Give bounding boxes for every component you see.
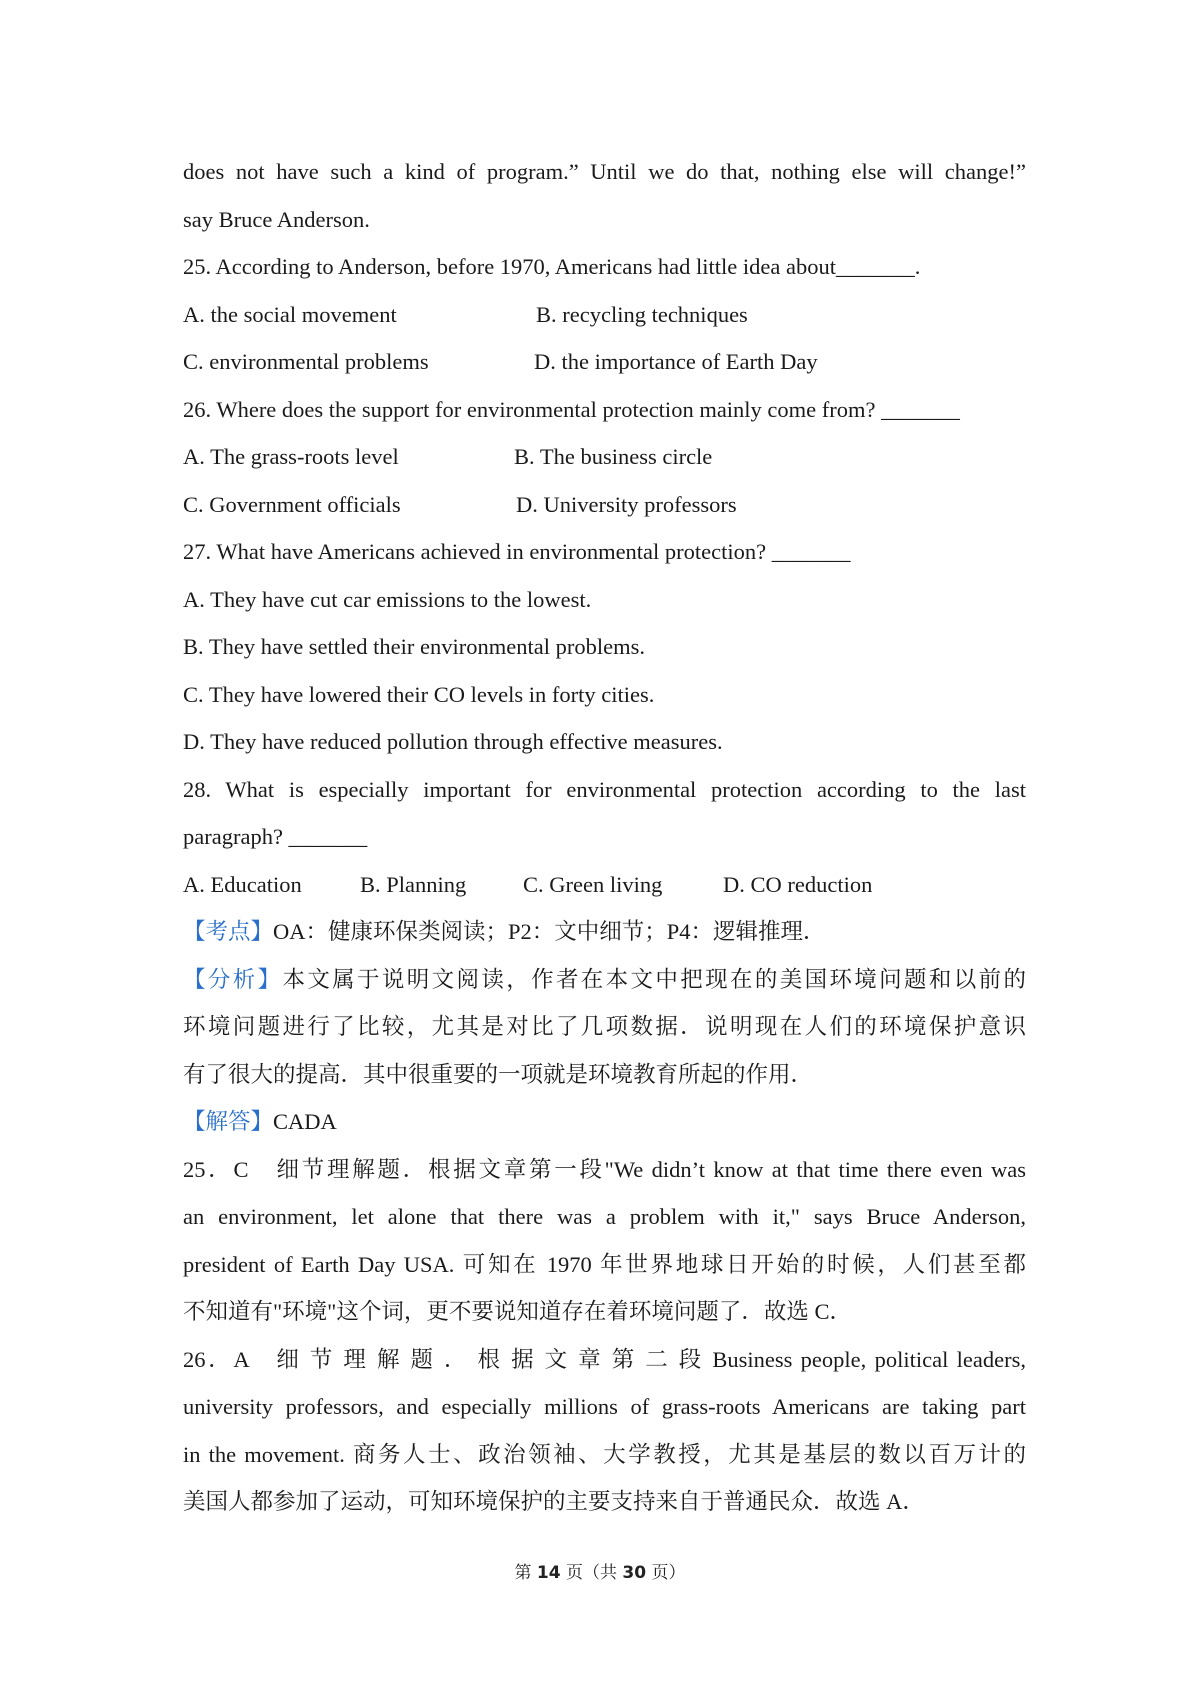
- option-d: D. CO reduction: [723, 871, 873, 897]
- option-b: B. The business circle: [514, 444, 713, 469]
- option-d: D. They have reduced pollution through effective measures.: [183, 729, 723, 754]
- jieda-section: [183, 1098, 1026, 1146]
- answer-25-line-2: an environment, let alone that there was a problem with it," says Bruce Anderson,: [183, 1204, 1026, 1229]
- option-a: A. Education: [183, 871, 302, 897]
- fenxi-line-3: 有了很大的提高．其中很重要的一项就是环境教育所起的作用．: [183, 1061, 814, 1087]
- answer-26-line-1: 26．A 细 节 理 解 题 ． 根 据 文 章 第 二 段 Business people, political leaders,: [183, 1346, 1026, 1372]
- option-c: C. Green living: [523, 871, 663, 897]
- fenxi-tag: 【分析】: [183, 966, 283, 992]
- question-25-options-row-1: [183, 291, 1026, 339]
- kaodian-tag: 【考点】: [183, 919, 274, 944]
- kaodian-text: OA：健康环保类阅读；P2：文中细节；P4：逻辑推理．: [273, 919, 826, 944]
- intro-line-1: does not have such a kind of program.” Until we do that, nothing else will change!”: [183, 159, 1026, 184]
- fenxi-text: 本文属于说明文阅读，作者在本文中把现在的美国环境问题和以前的: [282, 966, 1026, 992]
- question-28-options-row: [183, 861, 1026, 909]
- option-c: C. Government officials: [183, 491, 401, 517]
- total-page-number: 30: [622, 1563, 647, 1583]
- question-25-options-row-2: [183, 338, 1026, 386]
- document-page: [183, 148, 1026, 1526]
- option-b: B. They have settled their environmental problems.: [183, 634, 645, 659]
- option-a: A. the social movement: [183, 301, 397, 327]
- option-a: A. They have cut car emissions to the lowest.: [183, 586, 592, 612]
- answer-26-line-3: in the movement. 商务人士、政治领袖、大学教授，尤其是基层的数以百万计的: [183, 1441, 1026, 1467]
- jieda-tag: 【解答】: [183, 1109, 274, 1134]
- page-footer: [0, 1558, 1200, 1583]
- question-25-stem: 25. According to Anderson, before 1970, Americans had little idea about_______.: [183, 254, 921, 279]
- fenxi-line-2: 环境问题进行了比较，尤其是对比了几项数据．说明现在人们的环境保护意识: [183, 1014, 1026, 1039]
- fenxi-line-1: [183, 956, 1026, 1004]
- jieda-text: CADA: [273, 1109, 337, 1134]
- option-c: C. They have lowered their CO levels in forty cities.: [183, 681, 655, 707]
- option-d: D. University professors: [516, 491, 737, 517]
- footer-suffix: 页）: [651, 1563, 686, 1583]
- intro-line-2: say Bruce Anderson.: [183, 206, 370, 232]
- question-26-stem: 26. Where does the support for environmental protection mainly come from? _______: [183, 396, 960, 422]
- footer-mid: 页（共: [566, 1563, 617, 1583]
- question-28-stem-line-1: 28. What is especially important for environmental protection according to the last: [183, 776, 1026, 802]
- option-c: C. environmental problems: [183, 349, 429, 374]
- option-d: D. the importance of Earth Day: [534, 349, 818, 374]
- answer-26-line-4: 美国人都参加了运动，可知环境保护的主要支持来自于普通民众．故选 A．: [183, 1489, 925, 1514]
- option-b: B. Planning: [360, 871, 467, 897]
- footer-prefix: 第: [514, 1563, 532, 1583]
- question-27-stem: 27. What have Americans achieved in environmental protection? _______: [183, 539, 851, 564]
- option-b: B. recycling techniques: [536, 301, 748, 327]
- question-26-options-row-1: [183, 433, 1026, 481]
- answer-26-line-2: university professors, and especially millions of grass-roots Americans are taking part: [183, 1394, 1026, 1419]
- option-a: A. The grass-roots level: [183, 444, 399, 469]
- answer-25-line-4: 不知道有"环境"这个词，更不要说知道存在着环境问题了．故选 C．: [183, 1299, 853, 1324]
- question-28-stem-line-2: paragraph? _______: [183, 824, 368, 849]
- current-page-number: 14: [536, 1563, 561, 1583]
- question-26-options-row-2: [183, 481, 1026, 529]
- answer-25-line-3: president of Earth Day USA. 可知在 1970 年世界地球日开始的时候，人们甚至都: [183, 1251, 1026, 1277]
- answer-25-line-1: 25．C 细节理解题．根据文章第一段"We didn’t know at that time there even was: [183, 1156, 1026, 1182]
- kaodian-section: [183, 908, 1026, 956]
